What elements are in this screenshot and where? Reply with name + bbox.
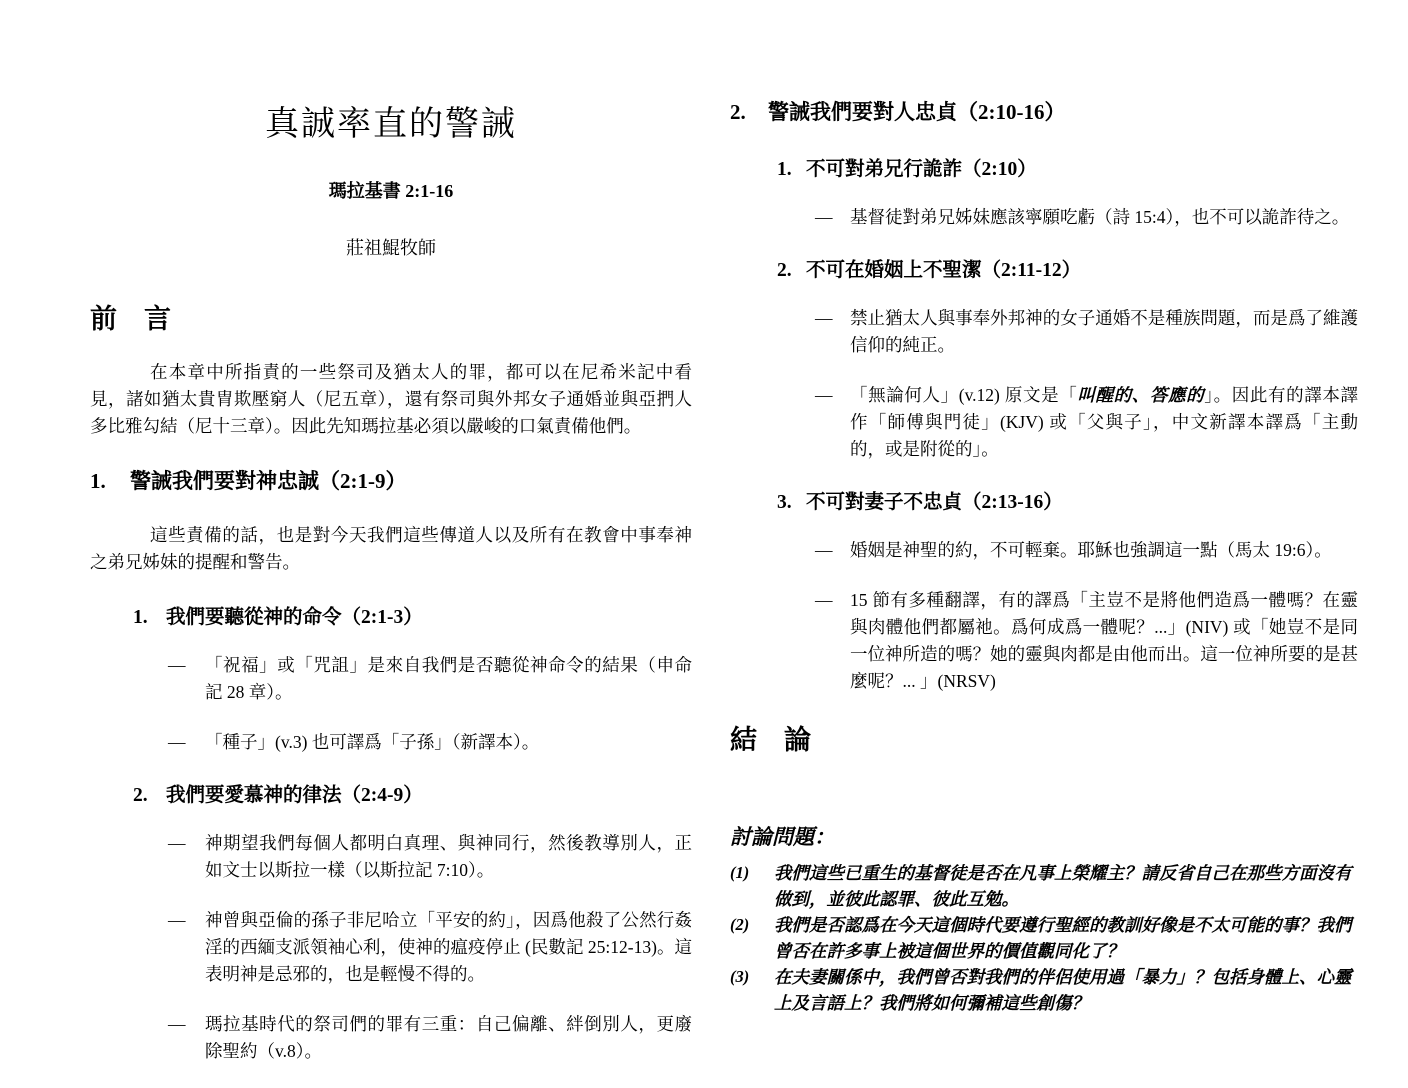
bullet-dash-icon: —: [168, 833, 186, 853]
subsection-2-3-heading: [777, 486, 1358, 514]
bullet-item: [815, 305, 1358, 359]
bullet-text: 基督徒對弟兄姊妹應該寧願吃虧（詩 15:4），也不可以詭詐待之。: [850, 207, 1350, 227]
discussion-item-number: (3): [730, 967, 750, 986]
subsection-2-2-number: 2.: [777, 260, 792, 281]
bullet-text: [850, 382, 1358, 463]
bullet-dash-icon: —: [168, 732, 186, 752]
bullet-text: 婚姻是神聖的約，不可輕棄。耶穌也強調這一點（馬太 19:6）。: [850, 540, 1332, 560]
section-1-title: 警誡我們要對神忠誠（2:1-9）: [130, 469, 407, 493]
author-name: 莊祖鯤牧師: [346, 238, 436, 258]
bullet-dash-icon: —: [168, 910, 186, 930]
bullet-dash-icon: —: [815, 207, 833, 227]
scripture-reference: 瑪拉基書 2:1-16: [328, 181, 454, 201]
bullet-item: [168, 1011, 692, 1065]
bullet-dash-icon: —: [815, 308, 833, 328]
intro-paragraph: 在本章中所指責的一些祭司及猶太人的罪，都可以在尼希米記中看見，諸如猶太貴胄欺壓窮人（尼五章），還有祭司與外邦女子通婚並與亞捫人多比雅勾結（尼十三章）。因此先知瑪拉基必須以嚴峻的口氣責備他們。: [90, 362, 692, 436]
bullet-dash-icon: —: [815, 590, 833, 610]
section-1-paragraph: 這些責備的話，也是對今天我們這些傳道人以及所有在教會中事奉神之弟兄姊妹的提醒和警告。: [90, 525, 692, 572]
bullet-text: 禁止猶太人與事奉外邦神的女子通婚不是種族問題，而是爲了維護信仰的純正。: [850, 308, 1358, 355]
bullet-text-segment: 」。因此有的譯本譯作「師傅與門徒」(KJV) 或「父與子」，中文新譯本譯爲「主動的，或是附從的」。: [850, 385, 1359, 459]
bullet-text-emphasis: 叫醒的、答應的: [1077, 385, 1205, 405]
section-1-heading: [90, 465, 692, 495]
subsection-2-1-number: 1.: [777, 159, 792, 180]
discussion-item-number: (1): [730, 863, 750, 882]
discussion-heading: 討論問題：: [730, 825, 835, 849]
bullet-text: 神期望我們每個人都明白真理、與神同行，然後教導別人，正如文士以斯拉一樣（以斯拉記 7:10）。: [205, 833, 692, 880]
subsection-2-3-number: 3.: [777, 492, 792, 513]
subsection-2-1-title: 不可對弟兄行詭詐（2:10）: [806, 159, 1037, 180]
intro-heading: 前 言: [90, 304, 171, 334]
bullet-dash-icon: —: [168, 1014, 186, 1034]
bullet-item: [815, 537, 1358, 564]
document-title: 真誠率直的警誡: [265, 106, 517, 143]
bullet-dash-icon: —: [815, 540, 833, 560]
subsection-1-1-heading: [133, 601, 692, 629]
subsection-2-1-heading: [777, 153, 1358, 181]
left-column: [90, 96, 692, 1088]
section-2-number: 2.: [730, 100, 746, 124]
bullet-text: 瑪拉基時代的祭司們的罪有三重：自己偏離、絆倒別人，更廢除聖約（v.8）。: [205, 1014, 692, 1061]
discussion-item-text: 在夫妻關係中，我們曾否對我們的伴侶使用過「暴力」？包括身體上、心靈上及言語上？我們將如何彌補這些創傷？: [774, 967, 1352, 1013]
subsection-1-1-number: 1.: [133, 607, 148, 628]
discussion-item-text: 我們是否認爲在今天這個時代要遵行聖經的教訓好像是不太可能的事？我們曾否在許多事上被這個世界的價值觀同化了？: [774, 915, 1352, 961]
conclusion-heading: 結 論: [730, 725, 811, 755]
bullet-item: [815, 204, 1358, 231]
bullet-item: [168, 729, 692, 756]
discussion-item: [730, 964, 1358, 1016]
discussion-item-text: 我們這些已重生的基督徒是否在凡事上榮耀主？請反省自己在那些方面沒有做到，並彼此認罪、彼此互勉。: [774, 863, 1352, 909]
bullet-item: [168, 907, 692, 988]
subsection-1-2-title: 我們要愛慕神的律法（2:4-9）: [166, 785, 423, 806]
bullet-text: 15 節有多種翻譯，有的譯爲「主豈不是將他們造爲一體嗎？在靈與肉體他們都屬祂。爲何成爲一體呢？...」(NIV) 或「她豈不是同一位神所造的嗎？她的靈與肉都是由他而出。這一位神所要的是甚麼呢？... 」(NRSV): [850, 590, 1358, 691]
subsection-2-2-heading: [777, 254, 1358, 282]
subsection-1-2-heading: [133, 779, 692, 807]
subsection-2-3-title: 不可對妻子不忠貞（2:13-16）: [806, 492, 1063, 513]
bullet-item: [168, 830, 692, 884]
bullet-text: 「祝福」或「咒詛」是來自我們是否聽從神命令的結果（申命記 28 章）。: [205, 655, 692, 702]
section-2-heading: [730, 96, 1358, 126]
bullet-item: [815, 587, 1358, 695]
right-column: [730, 96, 1358, 1016]
bullet-text: 神曾與亞倫的孫子非尼哈立「平安的約」，因爲他殺了公然行姦淫的西緬支派領袖心利，使神的瘟疫停止 (民數記 25:12-13)。這表明神是忌邪的，也是輕慢不得的。: [205, 910, 692, 984]
bullet-text-segment: 「無論何人」(v.12) 原文是「: [850, 385, 1078, 405]
bullet-item: [815, 382, 1358, 463]
subsection-2-2-title: 不可在婚姻上不聖潔（2:11-12）: [806, 260, 1082, 281]
discussion-item: [730, 860, 1358, 912]
section-2-title: 警誡我們要對人忠貞（2:10-16）: [768, 100, 1066, 124]
bullet-dash-icon: —: [168, 655, 186, 675]
subsection-1-1-title: 我們要聽從神的命令（2:1-3）: [166, 607, 423, 628]
subsection-1-2-number: 2.: [133, 785, 148, 806]
bullet-text: 「種子」(v.3) 也可譯爲「子孫」（新譯本）。: [205, 732, 540, 752]
section-1-number: 1.: [90, 469, 106, 493]
bullet-item: [168, 652, 692, 706]
discussion-item: [730, 912, 1358, 964]
discussion-item-number: (2): [730, 915, 750, 934]
bullet-dash-icon: —: [815, 385, 833, 405]
